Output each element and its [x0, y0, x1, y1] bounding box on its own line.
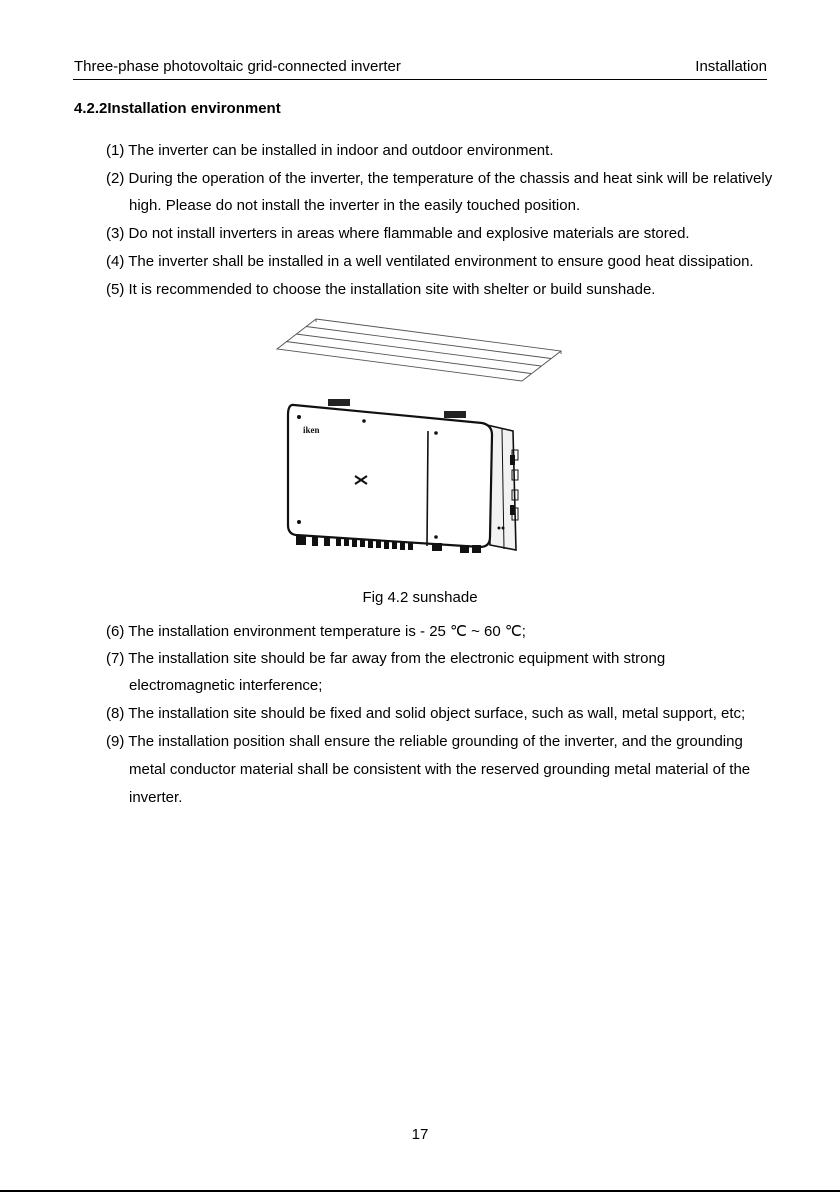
list-item-8: (8) The installation site should be fixed and solid object surface, such as wall, metal support, etc; — [106, 705, 746, 722]
figure-caption: Fig 4.2 sunshade — [362, 589, 478, 606]
list-item-3: (3) Do not install inverters in areas where flammable and explosive materials are stored. — [106, 225, 690, 242]
sunshade-panel — [277, 319, 561, 381]
list-item-7: (7) The installation site should be far away from the electronic equipment with strong — [106, 650, 666, 667]
header-doc-title: Three-phase photovoltaic grid-connected inverter — [74, 58, 401, 75]
page-number: 17 — [411, 1126, 429, 1143]
list-item-2-continued: high. Please do not install the inverter in the easily touched position. — [129, 197, 581, 214]
list-item-9-continued: metal conductor material shall be consistent with the reserved grounding metal material of the — [129, 761, 751, 778]
list-item-7-continued: electromagnetic interference; — [129, 677, 323, 694]
list-item-1: (1) The inverter can be installed in indoor and outdoor environment. — [106, 142, 554, 159]
list-item-2: (2) During the operation of the inverter, the temperature of the chassis and heat sink will be relatively — [106, 170, 773, 187]
header-chapter-title: Installation — [695, 58, 767, 75]
inverter-with-sunshade-illustration — [272, 305, 568, 565]
list-item-5: (5) It is recommended to choose the installation site with shelter or build sunshade. — [106, 281, 656, 298]
list-item-9-continued-2: inverter. — [129, 789, 183, 806]
page-header — [73, 56, 767, 80]
inverter-unit — [288, 399, 518, 553]
brand-logo: iken — [303, 425, 320, 435]
section-title: 4.2.2Installation environment — [74, 100, 281, 117]
list-item-4: (4) The inverter shall be installed in a well ventilated environment to ensure good heat dissipation. — [106, 253, 754, 270]
sunshade-figure — [272, 305, 568, 565]
list-item-9: (9) The installation position shall ensure the reliable grounding of the inverter, and the grounding — [106, 733, 743, 750]
list-item-6: (6) The installation environment temperature is - 25 ℃ ~ 60 ℃; — [106, 623, 526, 640]
